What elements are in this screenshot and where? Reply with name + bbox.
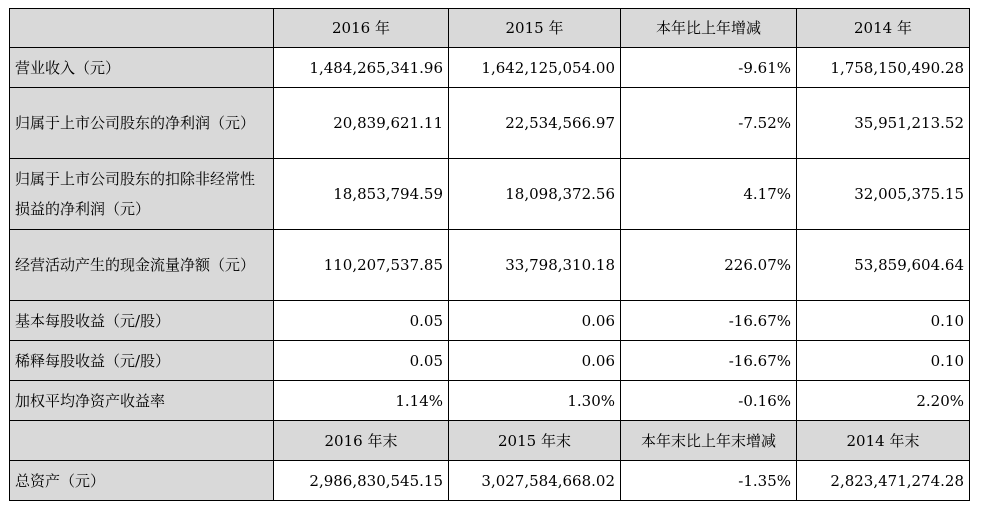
table-cell: 2,823,471,274.28 (797, 461, 970, 501)
row-label: 归属于上市公司股东的净利润（元） (10, 88, 274, 159)
table-cell: 0.05 (274, 301, 449, 341)
header-empty-cell (10, 9, 274, 48)
table-cell: 1.14% (274, 381, 449, 421)
table-cell: 226.07% (621, 230, 797, 301)
table-cell: 110,207,537.85 (274, 230, 449, 301)
table-row (10, 159, 970, 230)
header-2015: 2015 年 (449, 9, 621, 48)
table-row (10, 381, 970, 421)
table-cell: 0.10 (797, 341, 970, 381)
table-cell: 4.17% (621, 159, 797, 230)
table-cell: 22,534,566.97 (449, 88, 621, 159)
financial-summary-table (9, 8, 970, 501)
row-label: 经营活动产生的现金流量净额（元） (10, 230, 274, 301)
row-label: 总资产（元） (10, 461, 274, 501)
table-row (10, 341, 970, 381)
header-change: 本年比上年增减 (621, 9, 797, 48)
table-cell: 1.30% (449, 381, 621, 421)
table-cell: 3,027,584,668.02 (449, 461, 621, 501)
header-2014: 2014 年 (797, 9, 970, 48)
table-cell: 32,005,375.15 (797, 159, 970, 230)
header-2016-end: 2016 年末 (274, 421, 449, 461)
header-2016: 2016 年 (274, 9, 449, 48)
table-cell: 1,484,265,341.96 (274, 48, 449, 88)
table-cell: 1,642,125,054.00 (449, 48, 621, 88)
table-cell: 18,853,794.59 (274, 159, 449, 230)
row-label: 稀释每股收益（元/股） (10, 341, 274, 381)
header-change-end: 本年末比上年末增减 (621, 421, 797, 461)
row-label: 加权平均净资产收益率 (10, 381, 274, 421)
table-cell: -1.35% (621, 461, 797, 501)
table-cell: 1,758,150,490.28 (797, 48, 970, 88)
table-row (10, 301, 970, 341)
table-cell: -9.61% (621, 48, 797, 88)
table-cell: 0.10 (797, 301, 970, 341)
table-row (10, 88, 970, 159)
table-cell: -16.67% (621, 341, 797, 381)
table-cell: 35,951,213.52 (797, 88, 970, 159)
row-label: 归属于上市公司股东的扣除非经常性损益的净利润（元） (10, 159, 274, 230)
table-cell: -16.67% (621, 301, 797, 341)
table-cell: 2,986,830,545.15 (274, 461, 449, 501)
table-row (10, 230, 970, 301)
header-empty-cell (10, 421, 274, 461)
table-cell: 0.06 (449, 301, 621, 341)
table-cell: 2.20% (797, 381, 970, 421)
table-row (10, 48, 970, 88)
header-row-end-of-year (10, 421, 970, 461)
table-row (10, 461, 970, 501)
table-cell: 18,098,372.56 (449, 159, 621, 230)
table-cell: 20,839,621.11 (274, 88, 449, 159)
header-2015-end: 2015 年末 (449, 421, 621, 461)
row-label: 营业收入（元） (10, 48, 274, 88)
table-cell: 53,859,604.64 (797, 230, 970, 301)
header-2014-end: 2014 年末 (797, 421, 970, 461)
table-cell: 0.06 (449, 341, 621, 381)
row-label: 基本每股收益（元/股） (10, 301, 274, 341)
table-cell: 33,798,310.18 (449, 230, 621, 301)
table-cell: -7.52% (621, 88, 797, 159)
header-row (10, 9, 970, 48)
table-cell: -0.16% (621, 381, 797, 421)
table-cell: 0.05 (274, 341, 449, 381)
